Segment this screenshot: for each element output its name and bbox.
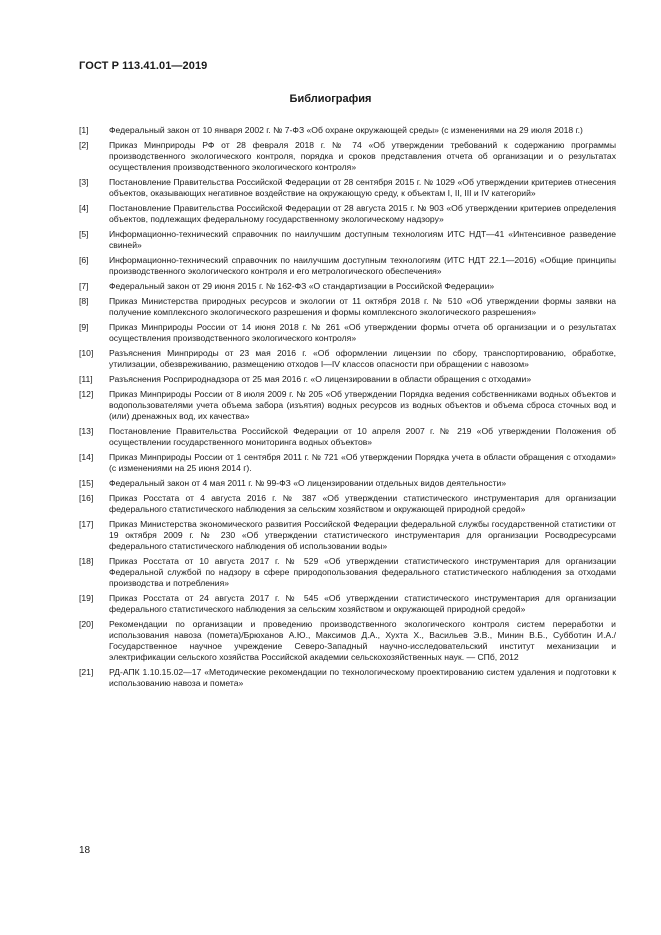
bibliography-entry <box>79 255 616 277</box>
entry-text: Приказ Росстата от 4 августа 2016 г. № 387 «Об утверждении статистического инструментария для организации федерального статистического наблюдения за сельским хозяйством и окружающей природной средой» <box>109 493 616 515</box>
bibliography-entry <box>79 619 616 663</box>
bibliography-entry <box>79 203 616 225</box>
bibliography-entry <box>79 593 616 615</box>
bibliography-entry <box>79 556 616 589</box>
entry-number: [4] <box>79 203 89 213</box>
entry-number: [1] <box>79 125 89 135</box>
entry-number: [10] <box>79 348 94 359</box>
entry-number: [16] <box>79 493 94 504</box>
entry-number: [21] <box>79 666 94 677</box>
entry-number: [14] <box>79 452 94 463</box>
entry-text: Постановление Правительства Российской Федерации от 28 августа 2015 г. № 903 «Об утверждении критериев определения объектов, подлежащих федеральному государственному экологическому надзору» <box>109 203 616 224</box>
section-title: Библиография <box>289 93 372 105</box>
entry-text: Рекомендации по организации и проведению производственного экологического контроля систем переработки и использования навоза (помета)/Брюханов А.Ю., Максимов Д.А., Хухта Х., Васильев Э.В., Минин В.Б., Субботин И.А./Государственное научное учреждение Северо-Западный научно-исследовательский институт механизации и электрификации сельского хозяйства Российской академии сельскохозяйственных наук. — СПб, 2012 <box>109 619 616 662</box>
page-number: 18 <box>79 845 91 856</box>
entry-text: Приказ Росстата от 10 августа 2017 г. № 529 «Об утверждении статистического инструментария для организации Федеральной службой по надзору в сфере природопользования федерального статистического наблюдения за отходами производства и потребления» <box>109 556 616 588</box>
entry-text: РД-АПК 1.10.15.02—17 «Методические рекомендации по технологическому проектированию систем удаления и подготовки к использованию навоза и помета» <box>109 666 616 688</box>
entry-text: Федеральный закон от 29 июня 2015 г. № 162-ФЗ «О стандартизации в Российской Федерации» <box>109 281 495 291</box>
bibliography-entry <box>79 177 616 199</box>
bibliography-entry <box>79 125 616 136</box>
bibliography-entry <box>79 374 616 385</box>
entry-text: Федеральный закон от 10 января 2002 г. № 7-ФЗ «Об охране окружающей среды» (с изменениями на 29 июля 2018 г.) <box>109 125 583 135</box>
bibliography-entry <box>79 478 616 489</box>
bibliography-entry <box>79 452 616 474</box>
entry-text: Приказ Минприроды России от 8 июля 2009 г. № 205 «Об утверждении Порядка ведения собственниками водных объектов и водопользователями учета объема забора (изъятия) водных ресурсов из водных объектов и объема сброса сточных вод и (или) дренажных вод, их качества» <box>109 389 616 421</box>
entry-number: [3] <box>79 177 89 187</box>
bibliography-entry <box>79 322 616 344</box>
bibliography-list <box>79 125 616 693</box>
entry-number: [11] <box>79 374 93 385</box>
entry-text: Постановление Правительства Российской Федерации от 10 апреля 2007 г. № 219 «Об утверждении Положения об осуществлении государственного мониторинга водных объектов» <box>109 426 616 447</box>
entry-text: Разъяснения Росприроднадзора от 25 мая 2016 г. «О лицензировании в области обращения с отходами» <box>109 374 532 385</box>
entry-text: Приказ Министерства экономического развития Российской Федерации федеральной службы государственной статистики от 19 октября 2009 г. № 230 «Об утверждении статистического инструментария для организации Росводресурсами федерального статистического наблюдения об использовании воды» <box>109 519 616 551</box>
entry-text: Приказ Росстата от 24 августа 2017 г. № 545 «Об утверждении статистического инструментария для организации федерального статистического наблюдения за сельским хозяйством и окружающей природной средой» <box>109 593 616 614</box>
entry-text: Информационно-технический справочник по наилучшим доступным технологиям ИТС НДТ—41 «Интенсивное разведение свиней» <box>109 229 616 250</box>
entry-text: Постановление Правительства Российской Федерации от 28 сентября 2015 г. № 1029 «Об утверждении критериев отнесения объектов, оказывающих негативное воздействие на окружающую среду, к объектам I, II, III и IV категорий» <box>109 177 616 198</box>
bibliography-entry <box>79 348 616 370</box>
bibliography-entry <box>79 667 616 689</box>
entry-text: Приказ Министерства природных ресурсов и экологии от 11 октября 2018 г. № 510 «Об утверждении формы заявки на получение комплексного экологического разрешения и формы комплексного экологического разрешения» <box>109 296 616 317</box>
entry-number: [15] <box>79 478 94 489</box>
entry-number: [2] <box>79 140 89 151</box>
entry-number: [18] <box>79 556 94 567</box>
entry-number: [12] <box>79 389 94 400</box>
entry-number: [8] <box>79 296 89 307</box>
entry-text: Разъяснения Минприроды от 23 мая 2016 г. «Об оформлении лицензии по сбору, транспортированию, обработке, утилизации, обезвреживанию, размещению отходов I—IV классов опасности при обращении с навозом» <box>109 348 616 369</box>
entry-number: [6] <box>79 255 89 265</box>
entry-number: [20] <box>79 619 94 629</box>
bibliography-entry <box>79 493 616 515</box>
entry-number: [13] <box>79 426 94 437</box>
entry-text: Приказ Минприроды России от 14 июня 2018 г. № 261 «Об утверждении формы отчета об организации и о результатах осуществления производственного экологического контроля» <box>109 322 616 343</box>
entry-text: Приказ Минприроды РФ от 28 февраля 2018 г. № 74 «Об утверждении требований к содержанию программы производственного экологического контроля, порядка и сроков представления отчета об организации и о результатах осуществления производственного экологического контроля» <box>109 140 616 172</box>
bibliography-entry <box>79 281 616 292</box>
entry-number: [9] <box>79 322 89 333</box>
bibliography-entry <box>79 519 616 552</box>
entry-number: [5] <box>79 229 89 239</box>
bibliography-entry <box>79 229 616 251</box>
entry-number: [17] <box>79 519 94 530</box>
entry-text: Федеральный закон от 4 мая 2011 г. № 99-ФЗ «О лицензировании отдельных видов деятельности» <box>109 478 507 489</box>
bibliography-entry <box>79 426 616 448</box>
standard-designation: ГОСТ Р 113.41.01—2019 <box>79 60 208 72</box>
entry-number: [7] <box>79 281 89 291</box>
entry-text: Приказ Минприроды России от 1 сентября 2011 г. № 721 «Об утверждении Порядка учета в области обращения с отходами» (с изменениями на 25 июня 2014 г). <box>109 452 616 473</box>
entry-text: Информационно-технический справочник по наилучшим доступным технологиям (ИТС НДТ 22.1—2016) «Общие принципы производственного экологического контроля и его метрологического обеспечения» <box>109 255 616 276</box>
bibliography-entry <box>79 296 616 318</box>
bibliography-entry <box>79 140 616 173</box>
bibliography-entry <box>79 389 616 422</box>
entry-number: [19] <box>79 593 94 603</box>
